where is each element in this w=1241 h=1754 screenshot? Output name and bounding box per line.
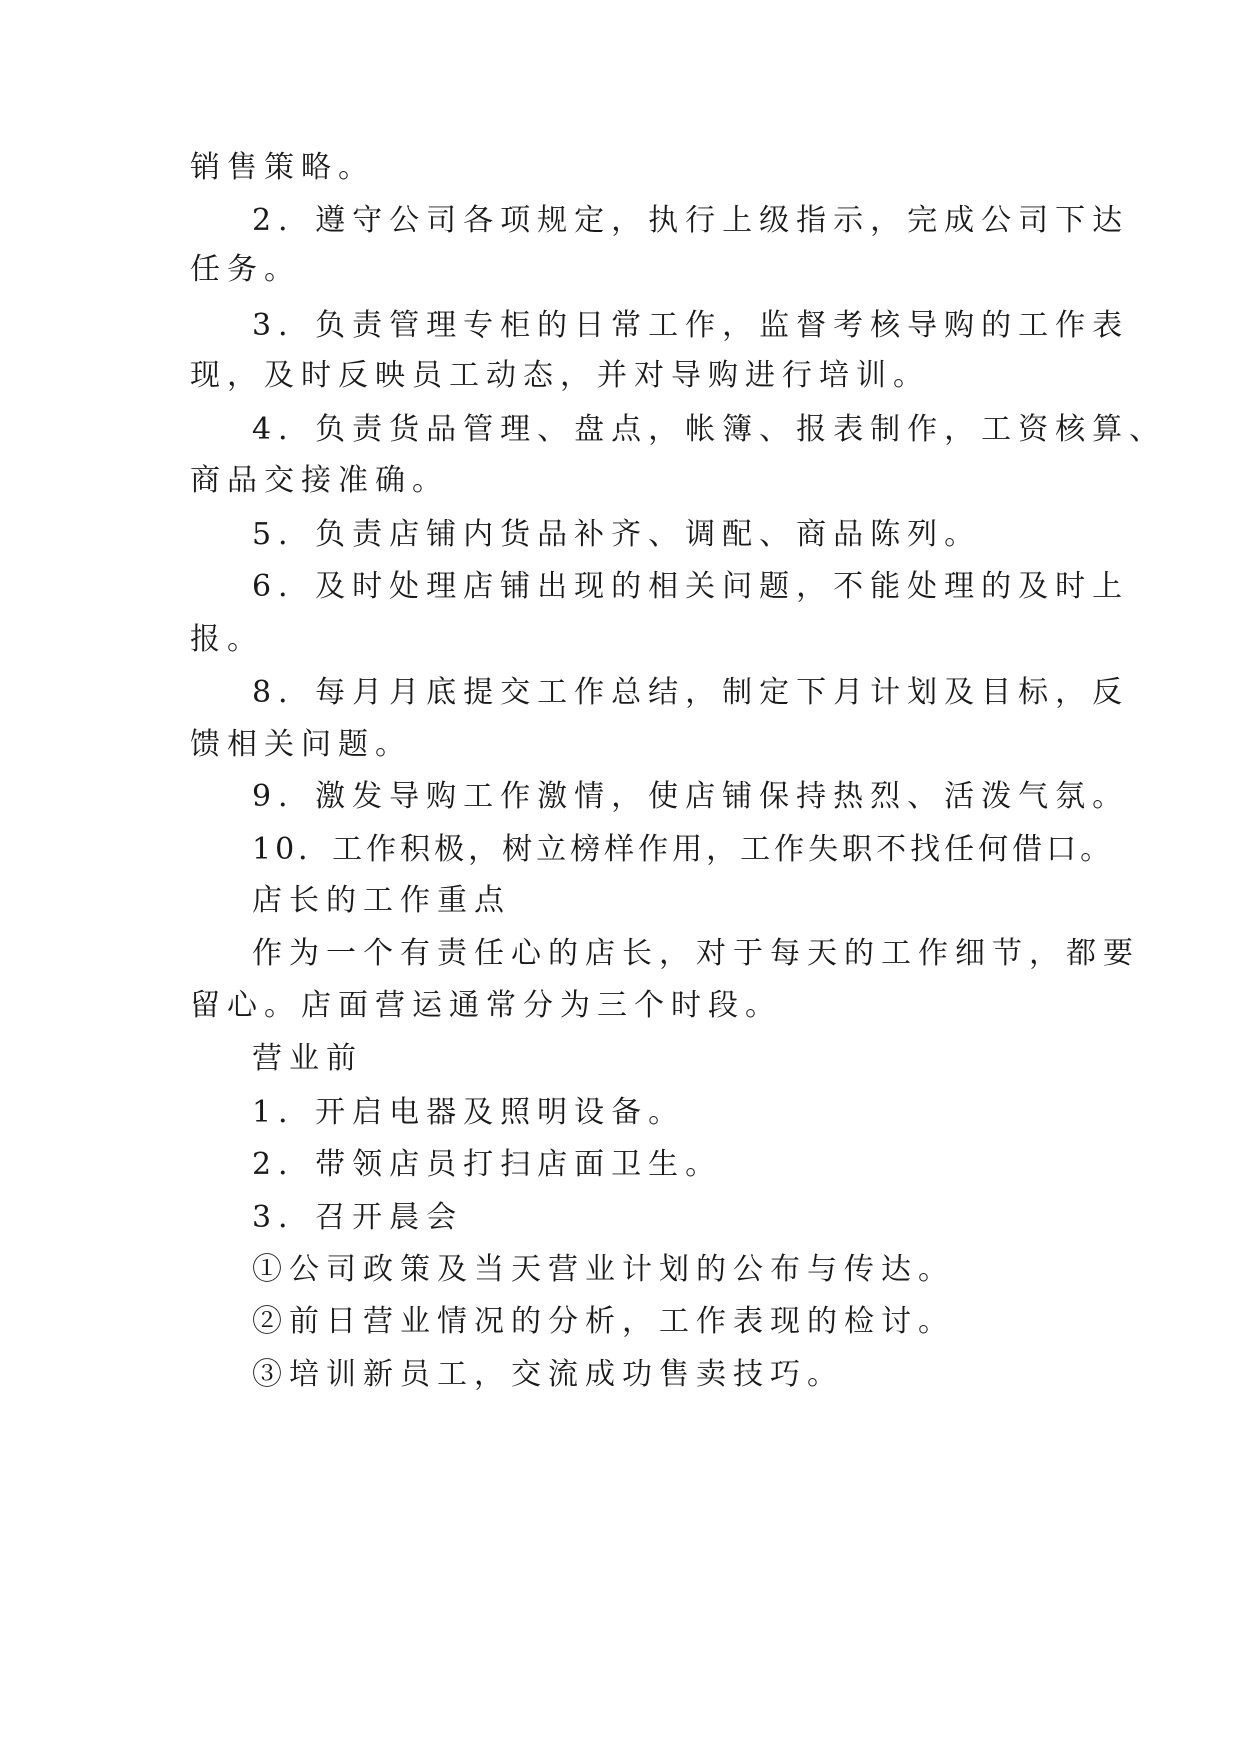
paragraph-line: 销售策略。 <box>190 150 375 185</box>
list-item: 3．召开晨会 <box>252 1200 464 1235</box>
paragraph-line: 5．负责店铺内货品补齐、调配、商品陈列。 <box>252 517 982 552</box>
list-item: 2．带领店员打扫店面卫生。 <box>252 1147 723 1182</box>
list-item: 1．开启电器及照明设备。 <box>252 1095 686 1130</box>
paragraph-line: 报。 <box>190 622 264 657</box>
section-heading: 店长的工作重点 <box>252 883 511 918</box>
paragraph-line: 8．每月月底提交工作总结，制定下月计划及目标，反 <box>252 675 1130 710</box>
paragraph-line: 3．负责管理专柜的日常工作，监督考核导购的工作表 <box>252 308 1130 343</box>
paragraph-line: 馈相关问题。 <box>190 727 412 762</box>
paragraph-line: 任务。 <box>190 252 301 287</box>
paragraph-line: 6．及时处理店铺出现的相关问题，不能处理的及时上 <box>252 569 1130 604</box>
paragraph-line: 作为一个有责任心的店长，对于每天的工作细节，都要 <box>252 936 1140 971</box>
paragraph-line: 商品交接准确。 <box>190 463 449 498</box>
paragraph-line: 现，及时反映员工动态，并对导购进行培训。 <box>190 358 930 393</box>
list-item: ①公司政策及当天营业计划的公布与传达。 <box>252 1252 955 1287</box>
list-item: ③培训新员工，交流成功售卖技巧。 <box>252 1357 844 1392</box>
list-item: ②前日营业情况的分析，工作表现的检讨。 <box>252 1304 955 1339</box>
paragraph-line: 留心。店面营运通常分为三个时段。 <box>190 988 782 1023</box>
paragraph-line: 9．激发导购工作激情，使店铺保持热烈、活泼气氛。 <box>252 779 1130 814</box>
subsection-heading: 营业前 <box>252 1041 363 1076</box>
paragraph-line: 10．工作积极，树立榜样作用，工作失职不找任何借口。 <box>252 832 1115 867</box>
paragraph-line: 4．负责货品管理、盘点，帐簿、报表制作，工资核算、 <box>252 412 1167 447</box>
paragraph-line: 2．遵守公司各项规定，执行上级指示，完成公司下达 <box>252 203 1130 238</box>
